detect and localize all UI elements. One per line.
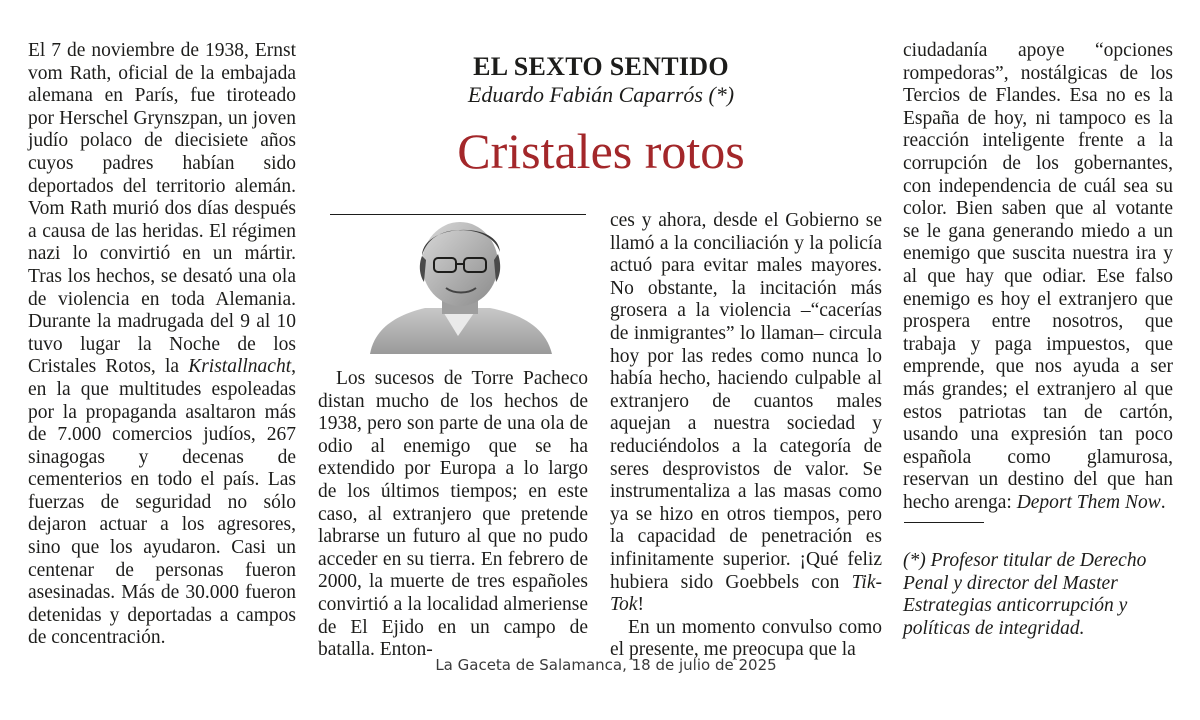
- tiktok-term: Tik-Tok: [610, 571, 882, 616]
- footnote-divider: [904, 522, 984, 523]
- column-3: [610, 210, 882, 662]
- author-photo: [330, 216, 586, 354]
- column-4: [903, 40, 1173, 514]
- column-2: [318, 368, 588, 662]
- headline: Cristales rotos: [457, 123, 745, 179]
- author-byline: Eduardo Fabián Caparrós (*): [467, 82, 735, 107]
- column-1: [28, 40, 296, 650]
- author-portrait-icon: [330, 216, 586, 354]
- paragraph-momento-convulso: En un momento convulso como el presente, me preocupa que la: [610, 616, 882, 661]
- deport-them-now-term: Deport Them Now: [1016, 491, 1161, 513]
- source-caption: La Gaceta de Salamanca, 18 de julio de 2025: [435, 656, 777, 674]
- section-title: EL SEXTO SENTIDO: [473, 52, 729, 81]
- author-footnote: (*) Profesor titular de Derecho Penal y director del Master Estrategias anticorrupción y políticas de integridad.: [903, 550, 1147, 639]
- paragraph-torre-pacheco: Los sucesos de Torre Pacheco distan mucho de los hechos de 1938, pero son parte de una ola de odio al enemigo que se ha extendido por Europa a lo largo de los últimos tiempos; en este caso, al extranjero que pretende labrarse un futuro al que no pudo acceder en su tierra. En febrero de 2000, la muerte de tres españoles convirtió a la localidad almeriense de El Ejido en un campo de batalla. Enton-: [318, 368, 588, 661]
- paragraph-kristallnacht: El 7 de noviembre de 1938, Ernst vom Rath, oficial de la embajada alemana en París, fue tiroteado por Herschel Grynszpan, un joven judío polaco de diecisiete años cuyos padres habían sido deportados del territorio alemán. Vom Rath murió dos días después a causa de las heridas. El régimen nazi lo convirtió en un mártir. Tras los hechos, se desató una ola de violencia en toda Alemania. Durante la madrugada del 9 al 10 tuvo lugar la Noche de los Cristales Rotos, la Kristallnacht, en la que multitudes espoleadas por la propaganda asaltaron más de 7.000 comercios judíos, 267 sinagogas y decenas de cementerios en todo el país. Las fuerzas de seguridad no sólo dejaron actuar a los agresores, sino que los ayudaron. Casi un centenar de personas fueron asesinadas. Más de 30.000 fueron detenidas y deportadas a campos de concentración.: [28, 40, 296, 649]
- kristallnacht-term: Kristallnacht: [188, 356, 292, 378]
- photo-top-rule: [330, 214, 586, 215]
- article-header: [318, 52, 884, 180]
- paragraph-ciudadania: ciudadanía apoye “opciones rompedoras”, nostálgicas de los Tercios de Flandes. Esa no es la España de hoy, ni tampoco es la reacción inteligente frente a la corrupción de los gobernantes, con independencia de cuál sea su color. Bien saben que al votante se le gana generando miedo a un enemigo que suscita nuestra ira y al que hay que odiar. Ese falso enemigo es hoy el extranjero que prospera entre nosotros, que trabaja y paga impuestos, que emprende, que nos ayuda a ser más grandes; el extranjero al que estos patriotas tan de cartón, usando una expresión tan poco española como glamurosa, reservan un destino del que han hecho arenga: Deport Them Now.: [903, 40, 1173, 513]
- paragraph-incitacion: ces y ahora, desde el Gobierno se llamó a la conciliación y la policía actuó para evitar males mayores. No obstante, la incitación más grosera a la violencia –“cacerías de inmigrantes” lo llaman– circula hoy por las redes como nunca lo había hecho, haciendo culpable al extranjero de cuantos males aquejan a nuestra sociedad y reduciéndolos a la categoría de seres desprovistos de valor. Se instrumentaliza a las masas como ya se hizo en otros tiempos, pero la capacidad de penetración es infinitamente superior. ¡Qué feliz hubiera sido Goebbels con Tik-Tok!: [610, 210, 882, 616]
